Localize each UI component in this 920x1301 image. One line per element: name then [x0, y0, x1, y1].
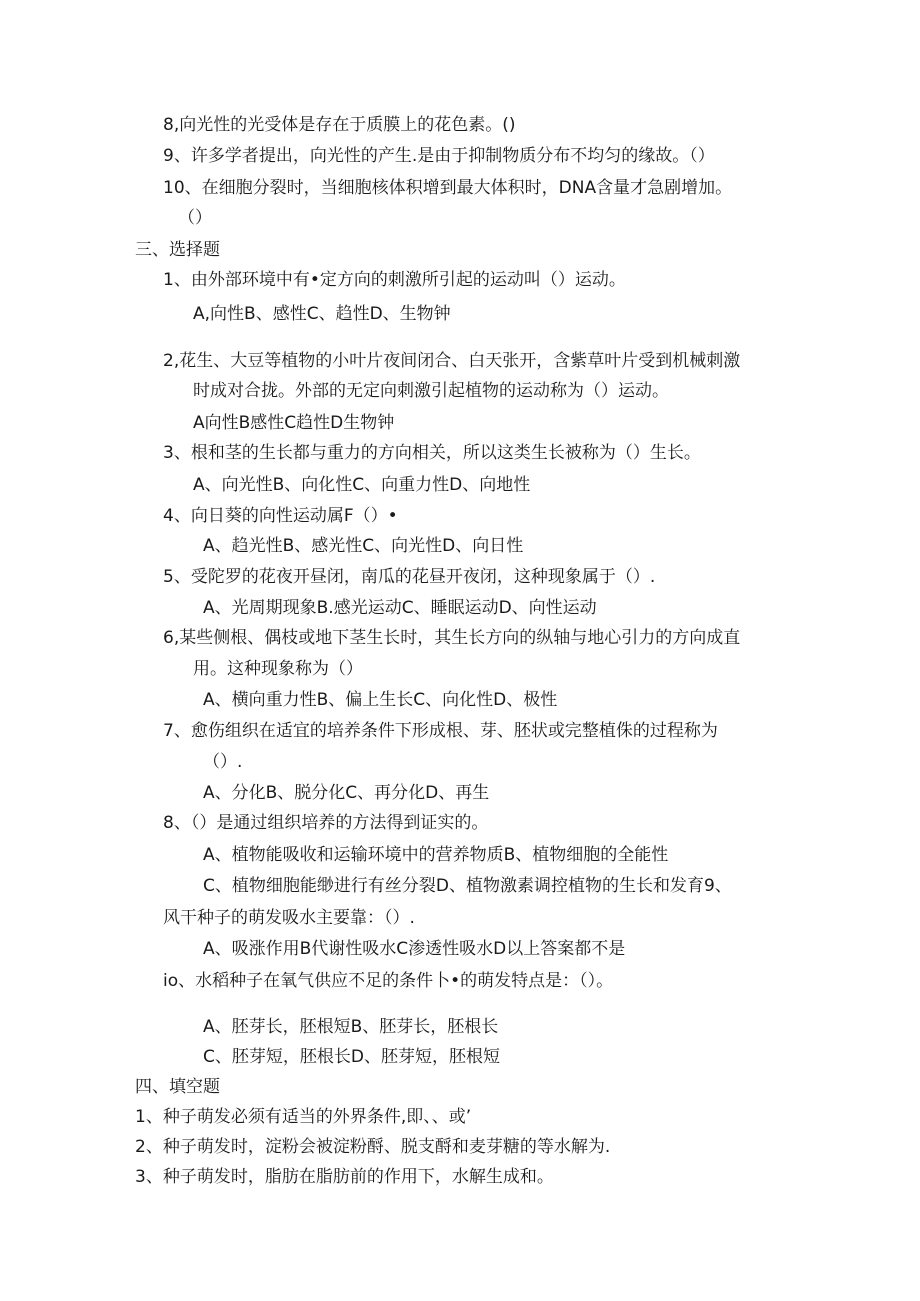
mc-question-2-cont: 时成对合拢。外部的无定向刺激引起植物的运动称为（）运动。 — [193, 381, 669, 401]
fill-question-3: 3、种子萌发时，脂肪在脂肪前的作用下，水解生成和。 — [135, 1167, 554, 1187]
mc-question-7: 7、愈伤组织在适宜的培养条件下形成根、芽、胚状或完整植侏的过程称为 — [163, 721, 718, 741]
mc-question-6-cont: 用。这种现象称为（） — [193, 659, 363, 679]
fill-question-1: 1、种子萌发必须有适当的外界条件,即、、或’ — [135, 1107, 472, 1127]
mc-question-7-answer: （）. — [203, 752, 243, 772]
mc-question-2: 2,花生、大豆等植物的小叶片夜间闭合、白天张开，含紫草叶片受到机械刺激 — [163, 351, 741, 371]
mc-question-9: 风干种子的萌发吸水主要靠：（）. — [163, 908, 415, 928]
section-heading-choice: 三、选择题 — [135, 240, 220, 260]
tf-question-8: 8,向光性的光受体是存在于质膜上的花色素。() — [163, 115, 516, 135]
tf-question-9: 9、许多学者提出，向光性的产生.是由于抑制物质分布不均匀的缘故。（） — [163, 146, 715, 166]
mc-question-1: 1、由外部环境中有•定方向的刺激所引起的运动叫（）运动。 — [163, 270, 626, 290]
mc-question-3: 3、根和茎的生长都与重力的方向相关，所以这类生长被称为（）生长。 — [163, 443, 701, 463]
mc-question-4: 4、向日葵的向性运动属F（）• — [163, 506, 398, 526]
mc-question-2-options: A向性B感性C趋性D生物钟 — [193, 413, 395, 433]
mc-question-10-options-cd: C、胚芽短，胚根长D、胚芽短，胚根短 — [203, 1047, 500, 1067]
mc-question-7-options: A、分化B、脱分化C、再分化D、再生 — [203, 783, 490, 803]
mc-question-1-options: A,向性B、感性C、趋性D、生物钟 — [193, 304, 451, 324]
mc-question-9-options: A、吸涨作用B代谢性吸水C渗透性吸水D以上答案都不是 — [203, 939, 626, 959]
section-heading-fill: 四、填空题 — [135, 1077, 220, 1097]
mc-question-4-options: A、趋光性B、感光性C、向光性D、向日性 — [203, 536, 524, 556]
tf-question-10-answer: （） — [178, 208, 212, 228]
mc-question-8-options-cd: C、植物细胞能缈进行有丝分裂D、植物激素调控植物的生长和发育9、 — [203, 876, 732, 896]
mc-question-10: io、水稻种子在氧气供应不足的条件卜•的萌发特点是：（）。 — [163, 971, 614, 991]
mc-question-8-options-ab: A、植物能吸收和运输环境中的营养物质B、植物细胞的全能性 — [203, 845, 669, 865]
mc-question-8: 8、（）是通过组织培养的方法得到证实的。 — [163, 813, 489, 833]
mc-question-3-options: A、向光性B、向化性C、向重力性D、向地性 — [193, 475, 531, 495]
fill-question-2: 2、种子萌发时，淀粉会被淀粉酹、脱支酹和麦芽糖的等水解为. — [135, 1137, 611, 1157]
mc-question-6-options: A、横向重力性B、偏上生长C、向化性D、极性 — [203, 690, 558, 710]
tf-question-10: 10、在细胞分裂时，当细胞核体积增到最大体积时，DNA含量才急剧增加。 — [163, 178, 733, 198]
mc-question-10-options-ab: A、胚芽长，胚根短B、胚芽长，胚根长 — [203, 1017, 499, 1037]
mc-question-5-options: A、光周期现象B.感光运动C、睡眠运动D、向性运动 — [203, 598, 597, 618]
mc-question-6: 6,某些侧根、偶枝或地下茎生长时，其生长方向的纵轴与地心引力的方向成直 — [163, 628, 741, 648]
mc-question-5: 5、受陀罗的花夜开昼闭，南瓜的花昼开夜闭，这种现象属于（）. — [163, 567, 656, 587]
